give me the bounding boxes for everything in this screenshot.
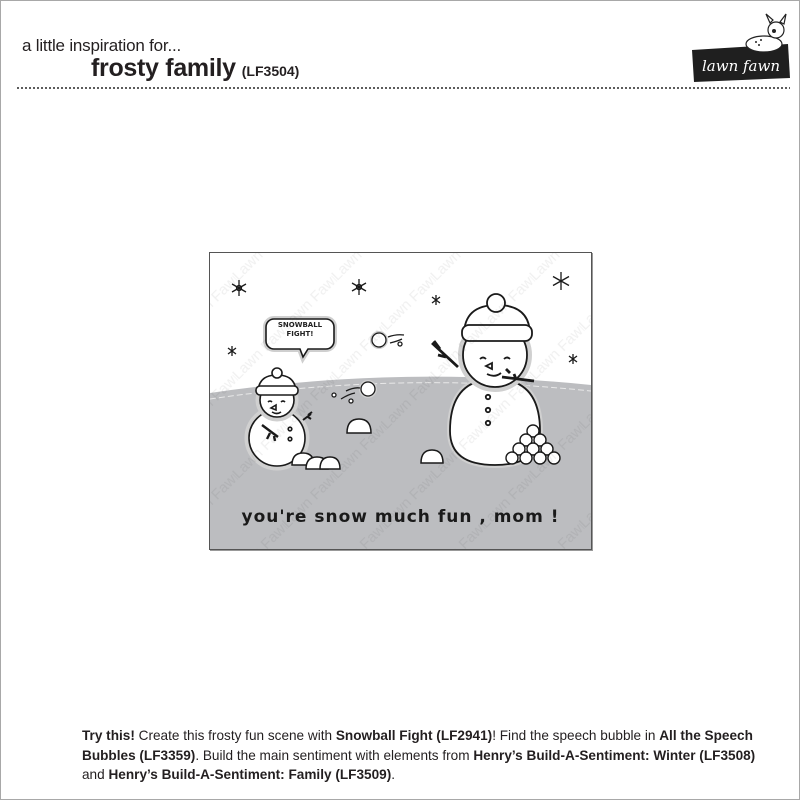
fawn-logo-icon	[686, 8, 798, 82]
footer-instructions	[82, 726, 762, 785]
footer-seg-5: . Build the main sentiment with elements from	[195, 747, 474, 763]
intro-text: a little inspiration for...	[22, 36, 182, 55]
title-row	[91, 54, 299, 83]
footer-seg-4: All the Speech Bubbles (LF3359)	[82, 728, 753, 763]
footer-seg-8: Henry’s Build-A-Sentiment: Family (LF3509)	[108, 767, 392, 782]
card-illustration	[209, 252, 592, 550]
footer-seg-0: Try this!	[82, 728, 135, 743]
page-title: frosty family	[91, 54, 236, 82]
lawn-fawn-logo	[686, 8, 798, 82]
footer-seg-7: and	[82, 767, 109, 782]
watermark	[210, 253, 591, 549]
footer-seg-3: ! Find the speech bubble in	[492, 728, 660, 743]
footer-seg-2: Snowball Fight (LF2941)	[335, 728, 493, 743]
svg-text:lawn fawn: lawn fawn	[701, 57, 781, 75]
card-sentiment: you're snow much fun , mom !	[241, 507, 560, 527]
footer-seg-9: .	[391, 767, 395, 782]
snow-scene	[210, 253, 591, 549]
dotted-divider	[16, 87, 790, 89]
footer-seg-1: Create this frosty fun scene with	[134, 728, 336, 743]
product-sku: (LF3504)	[241, 63, 300, 79]
speech-bubble-text: SNOWBALL FIGHT!	[277, 321, 323, 338]
footer-seg-6: Henry’s Build-A-Sentiment: Winter (LF3508)	[473, 747, 756, 763]
